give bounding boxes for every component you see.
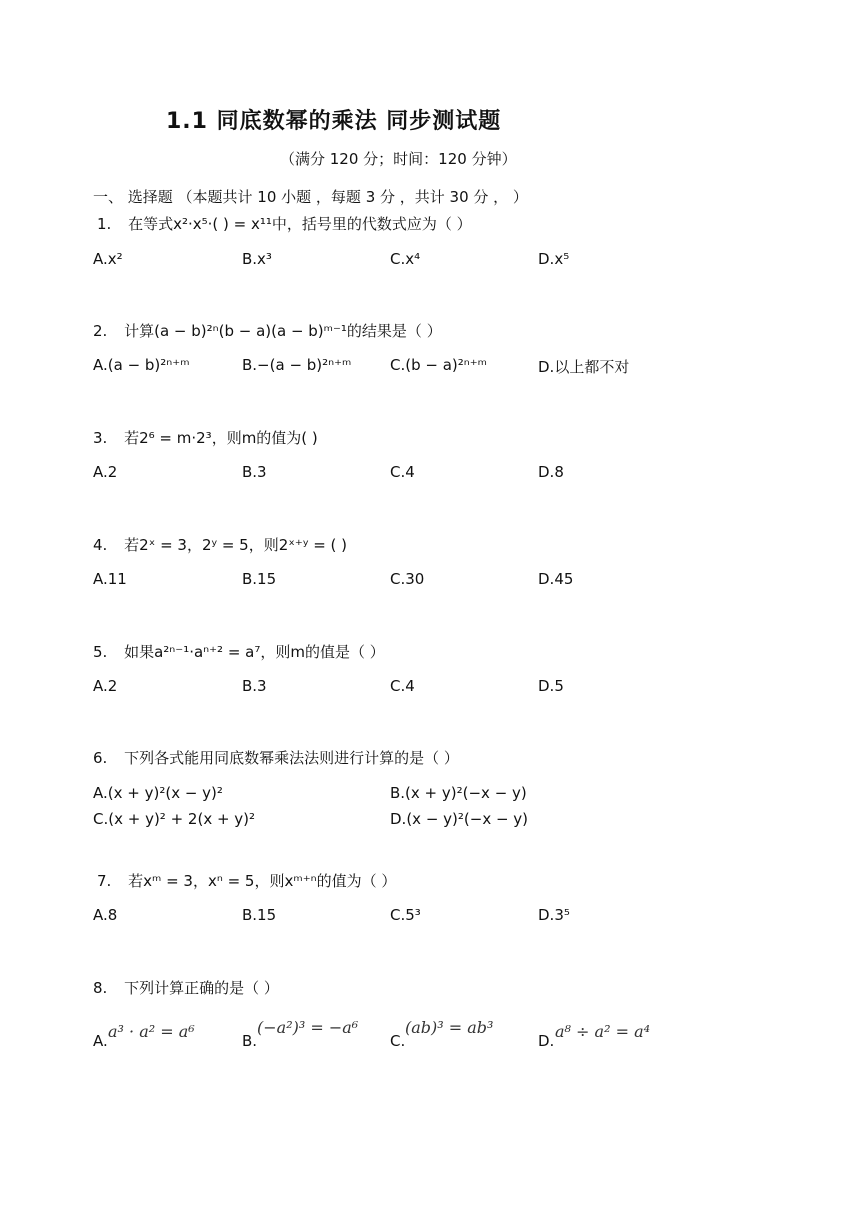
question-1: [97, 213, 472, 234]
option-a: A.2: [93, 463, 118, 481]
option-a-expression-image: a³ · a² = a⁶: [108, 1022, 195, 1041]
question-7: [97, 870, 396, 891]
option-b: B.3: [242, 463, 267, 481]
option-b: [242, 1032, 257, 1050]
question-text: 下列计算正确的是（ ）: [124, 979, 279, 997]
question-number: 8.: [93, 979, 108, 997]
option-d: D.5: [538, 677, 564, 695]
option-c: [390, 1032, 405, 1050]
question-number: 2.: [93, 322, 108, 340]
question-number: 3.: [93, 429, 108, 447]
question-text: 若xᵐ = 3，xⁿ = 5，则xᵐ⁺ⁿ的值为（ ）: [128, 872, 397, 890]
option-label: D.: [538, 1032, 555, 1050]
question-number: 5.: [93, 643, 108, 661]
option-c: C.4: [390, 677, 415, 695]
option-c: C.4: [390, 463, 415, 481]
option-c: C.5³: [390, 906, 421, 924]
option-d: D.45: [538, 570, 574, 588]
option-a: A.2: [93, 677, 118, 695]
option-c: C.(x + y)² + 2(x + y)²: [93, 810, 256, 828]
question-8: [93, 977, 279, 998]
question-5: [93, 641, 385, 662]
page-title: 1.1 同底数幂的乘法 同步测试题: [166, 109, 502, 134]
option-c: C.(b − a)²ⁿ⁺ᵐ: [390, 356, 488, 374]
question-text: 若2⁶ = m·2³，则m的值为( ): [124, 429, 318, 447]
question-text: 如果a²ⁿ⁻¹·aⁿ⁺² = a⁷，则m的值是（ ）: [124, 643, 385, 661]
question-number: 7.: [97, 872, 112, 890]
option-d: D.3⁵: [538, 906, 570, 924]
option-a: A.x²: [93, 250, 123, 268]
option-label: C.: [390, 1032, 406, 1050]
option-label: A.: [93, 1032, 108, 1050]
option-a: [93, 1032, 108, 1050]
option-b: B.(x + y)²(−x − y): [390, 784, 527, 802]
option-b: B.3: [242, 677, 267, 695]
option-d-expression-image: a⁸ ÷ a² = a⁴: [555, 1022, 651, 1041]
option-label: B.: [242, 1032, 258, 1050]
option-b: B.x³: [242, 250, 272, 268]
option-a: A.(a − b)²ⁿ⁺ᵐ: [93, 356, 190, 374]
question-number: 1.: [97, 215, 112, 233]
question-number: 4.: [93, 536, 108, 554]
question-6: [93, 747, 459, 768]
option-b: B.−(a − b)²ⁿ⁺ᵐ: [242, 356, 352, 374]
option-d: D.以上都不对: [538, 358, 630, 376]
option-d: D.x⁵: [538, 250, 570, 268]
option-b-expression-image: (−a²)³ = −a⁶: [257, 1018, 359, 1037]
option-b: B.15: [242, 906, 277, 924]
option-a: A.11: [93, 570, 127, 588]
question-4: [93, 534, 347, 555]
option-a: A.(x + y)²(x − y)²: [93, 784, 223, 802]
section-heading: 一、 选择题 （本题共计 10 小题 ，每题 3 分 ，共计 30 分 ， ）: [93, 188, 528, 206]
option-c: C.30: [390, 570, 425, 588]
option-d: [538, 1032, 554, 1050]
question-text: 在等式x²·x⁵·( ) = x¹¹中，括号里的代数式应为（ ）: [128, 215, 472, 233]
option-c: C.x⁴: [390, 250, 421, 268]
question-text: 若2ˣ = 3，2ʸ = 5，则2ˣ⁺ʸ = ( ): [124, 536, 348, 554]
page-subtitle: （满分 120 分；时间：120 分钟）: [280, 150, 517, 168]
question-2: [93, 320, 442, 341]
question-3: [93, 427, 318, 448]
option-d: D.(x − y)²(−x − y): [390, 810, 529, 828]
option-a: A.8: [93, 906, 118, 924]
option-d: D.8: [538, 463, 564, 481]
question-text: 下列各式能用同底数幂乘法法则进行计算的是（ ）: [124, 749, 459, 767]
question-number: 6.: [93, 749, 108, 767]
option-b: B.15: [242, 570, 277, 588]
question-text: 计算(a − b)²ⁿ(b − a)(a − b)ᵐ⁻¹的结果是（ ）: [124, 322, 442, 340]
option-c-expression-image: (ab)³ = ab³: [405, 1018, 494, 1037]
